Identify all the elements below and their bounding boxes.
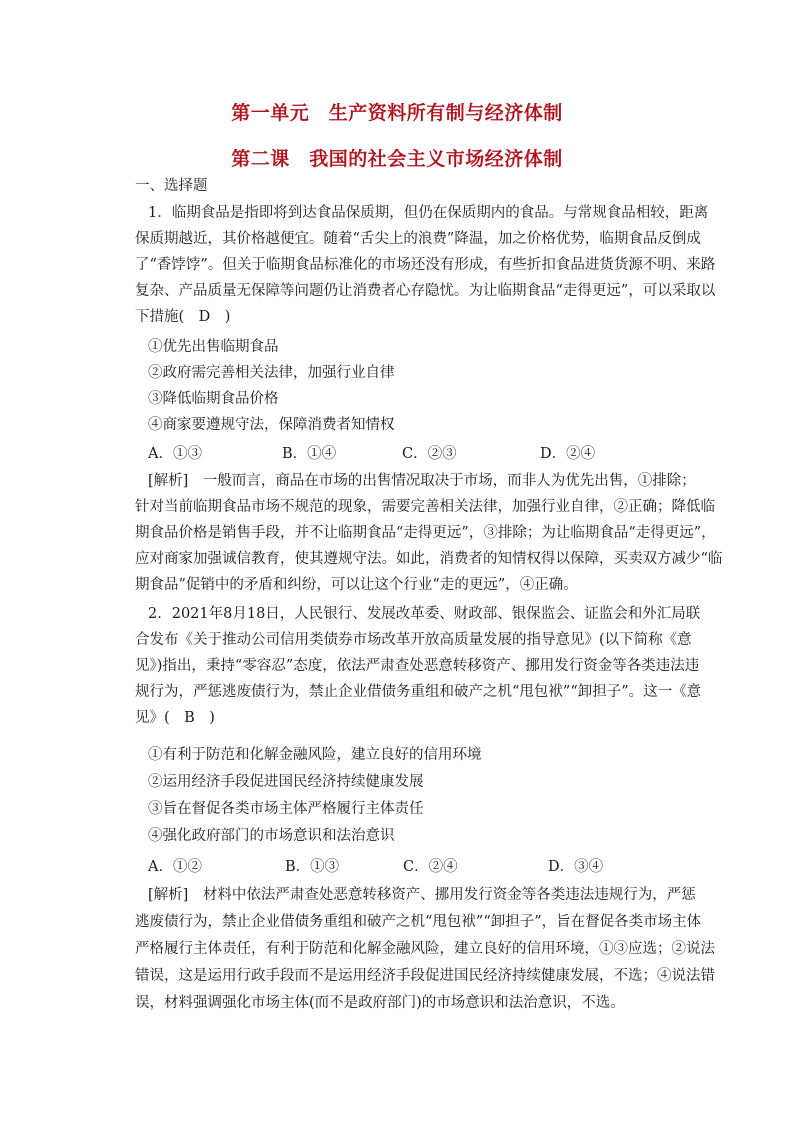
q2-item: ④强化政府部门的市场意识和法治意识 [148,828,395,844]
q1-analysis-line: 期食品”促销中的矛盾和纠纷，可以让这个行业“走的更远”，④正确。 [135,577,578,593]
q1-item: ①优先出售临期食品 [148,339,279,355]
q2-analysis-line: 错误，这是运用行政手段而不是运用经济手段促进国民经济持续健康发展，不选；④说法错 [135,968,715,984]
q1-item: ④商家要遵规守法，保障消费者知情权 [148,417,395,433]
q2-stem-line: 2．2021年8月18日，人民银行、发展改革委、财政部、银保监会、证监会和外汇局联 [148,606,701,622]
q2-item: ②运用经济手段促进国民经济持续健康发展 [148,774,424,790]
q2-item: ③旨在督促各类市场主体严格履行主体责任 [148,801,424,817]
q1-option-d: D．②④ [540,446,596,462]
q1-analysis-line: 针对当前临期食品市场不规范的现象，需要完善相关法律，加强行业自律，②正确；降低临 [135,499,715,515]
q1-analysis-line: 应对商家加强诚信教育，使其遵规守法。如此，消费者的知情权得以保障，买卖双方减少“临 [135,551,723,567]
q1-analysis-line: 期食品价格是销售手段，并不让临期食品“走得更远”，③排除；为让临期食品“走得更远”， [135,525,716,541]
q1-stem-line: 了“香饽饽”。但关于临期食品标准化的市场还没有形成，有些折扣食品进货货源不明、来路 [135,257,716,273]
section-heading: 一、选择题 [135,178,208,194]
q2-stem-line: 合发布《关于推动公司信用类债券市场改革开放高质量发展的指导意见》(以下简称《意 [135,632,692,648]
q1-option-a: A．①③ [148,446,202,462]
q2-option-d: D．③④ [548,859,604,875]
q2-analysis-line: 逃废债行为，禁止企业借债务重组和破产之机“甩包袱”“卸担子”，旨在督促各类市场主体 [135,914,702,930]
q2-option-a: A．①② [148,859,202,875]
lesson-title: 第二课 我国的社会主义市场经济体制 [231,148,563,170]
q2-option-b: B．①③ [285,859,340,875]
q2-analysis-line: 误，材料强调强化市场主体(而不是政府部门)的市场意识和法治意识，不选。 [135,995,625,1011]
q1-option-b: B．①④ [282,446,337,462]
q1-stem-line: 下措施( D ) [135,309,231,325]
q1-stem-line: 复杂、产品质量无保障等问题仍让消费者心存隐忧。为让临期食品“走得更远”，可以采取以 [135,283,716,299]
q1-stem-line: 1．临期食品是指即将到达食品保质期，但仍在保质期内的食品。与常规食品相较，距离 [148,205,709,221]
q2-item: ①有利于防范和化解金融风险，建立良好的信用环境 [148,747,482,763]
q2-stem-line: 见》( B ) [135,710,215,726]
q2-analysis-line: [解析] 材料中依法严肃查处恶意转移资产、挪用发行资金等各类违法违规行为，严惩 [148,887,696,903]
q1-stem-line: 保质期越近，其价格越便宜。随着“舌尖上的浪费”降温，加之价格优势，临期食品反倒成 [135,231,701,247]
q1-analysis-line: [解析] 一般而言，商品在市场的出售情况取决于市场，而非人为优先出售，①排除； [148,473,696,489]
q2-option-c: C．②④ [403,859,458,875]
q1-item: ③降低临期食品价格 [148,391,279,407]
q1-option-c: C．②③ [402,446,457,462]
q2-stem-line: 见》)指出，秉持“零容忍”态度，依法严肃查处恶意转移资产、挪用发行资金等各类违法违 [135,658,700,674]
q2-analysis-line: 严格履行主体责任，有利于防范和化解金融风险，建立良好的信用环境，①③应选；②说法 [135,941,715,957]
unit-title: 第一单元 生产资料所有制与经济体制 [231,102,563,124]
q2-stem-line: 规行为，严惩逃废债行为，禁止企业借债务重组和破产之机“甩包袱”“卸担子”。这一《意 [135,684,702,700]
q1-item: ②政府需完善相关法律，加强行业自律 [148,365,395,381]
